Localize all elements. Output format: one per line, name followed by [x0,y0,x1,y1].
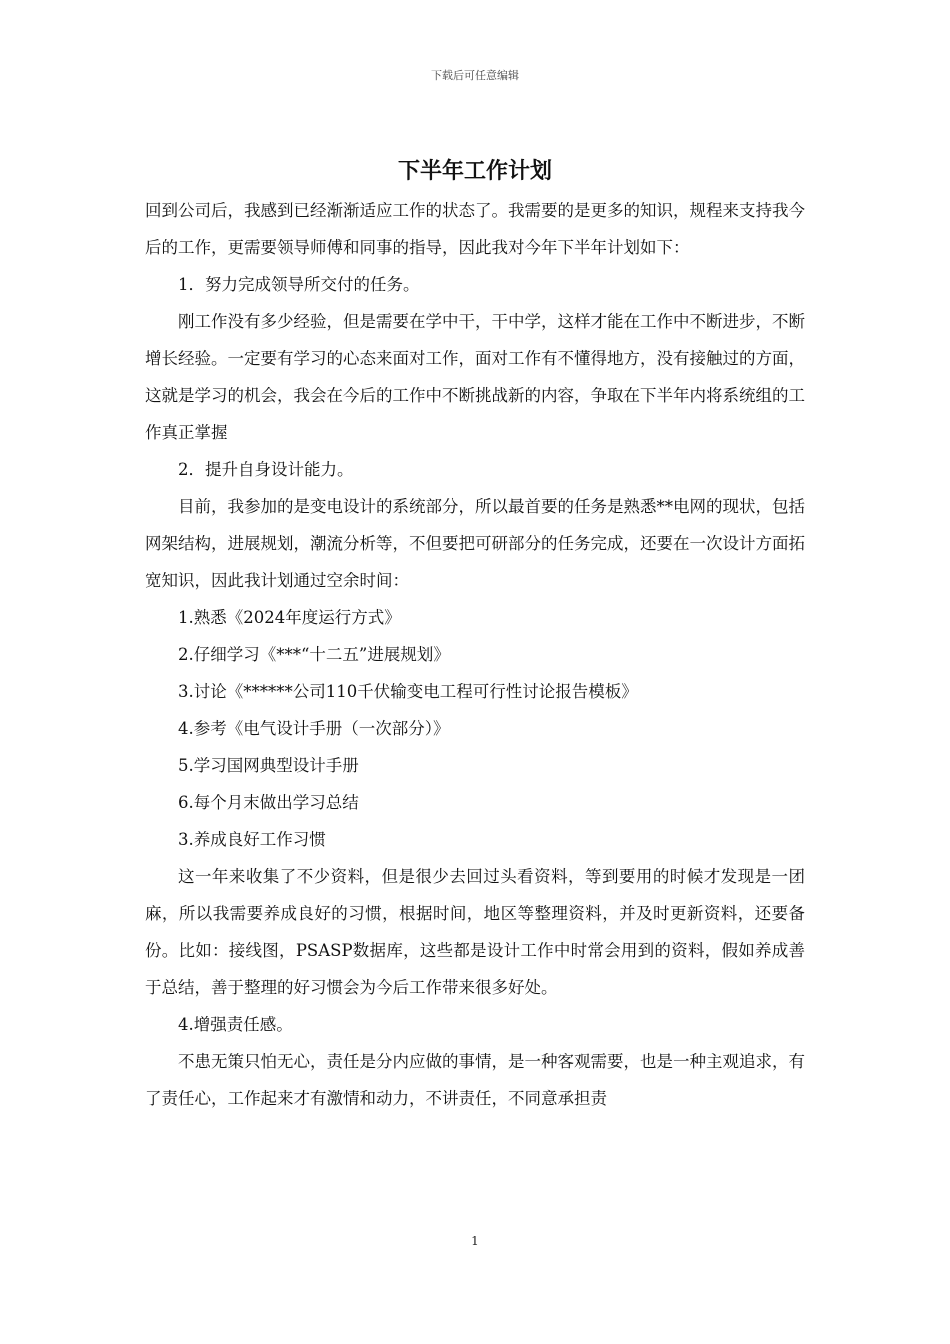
paragraph: 5.学习国网典型设计手册 [178,756,359,775]
paragraph: 目前，我参加的是变电设计的系统部分，所以最首要的任务是熟悉**电网的现状，包括网架结构，进展规划，潮流分析等，不但要把可研部分的任务完成，还要在一次设计方面拓宽知识，因此我计划通过空余时间： [145,497,805,590]
paragraph: 刚工作没有多少经验，但是需要在学中干，干中学，这样才能在工作中不断进步，不断增长经验。一定要有学习的心态来面对工作，面对工作有不懂得地方，没有接触过的方面，这就是学习的机会，我会在今后的工作中不断挑战新的内容，争取在下半年内将系统组的工作真正掌握 [145,312,805,442]
paragraph: 1.熟悉《2024年度运行方式》 [178,608,401,627]
page-number: 1 [471,1234,479,1248]
paragraph: 3.养成良好工作习惯 [178,830,326,849]
paragraph: 1．努力完成领导所交付的任务。 [178,275,420,294]
paragraph: 2．提升自身设计能力。 [178,460,354,479]
paragraph: 4.增强责任感。 [178,1015,293,1034]
document-title: 下半年工作计划 [397,158,552,184]
paragraph: 这一年来收集了不少资料，但是很少去回过头看资料，等到要用的时候才发现是一团麻，所以我需要养成良好的习惯，根据时间，地区等整理资料，并及时更新资料，还要备份。比如：接线图，PSASP数据库，这些都是设计工作中时常会用到的资料，假如养成善于总结，善于整理的好习惯会为今后工作带来很多好处。 [145,867,805,997]
paragraph: 2.仔细学习《***“十二五”进展规划》 [178,645,450,664]
paragraph: 回到公司后，我感到已经渐渐适应工作的状态了。我需要的是更多的知识，规程来支持我今后的工作，更需要领导师傅和同事的指导，因此我对今年下半年计划如下： [145,201,805,257]
paragraph: 不患无策只怕无心，责任是分内应做的事情，是一种客观需要，也是一种主观追求，有了责任心，工作起来才有激情和动力，不讲责任，不同意承担责 [145,1052,805,1108]
header-note: 下载后可任意编辑 [431,69,519,82]
paragraph: 3.讨论《******公司110千伏输变电工程可行性讨论报告模板》 [178,682,638,701]
document-body [145,192,805,1117]
paragraph: 6.每个月末做出学习总结 [178,793,359,812]
paragraph: 4.参考《电气设计手册（一次部分）》 [178,719,450,738]
